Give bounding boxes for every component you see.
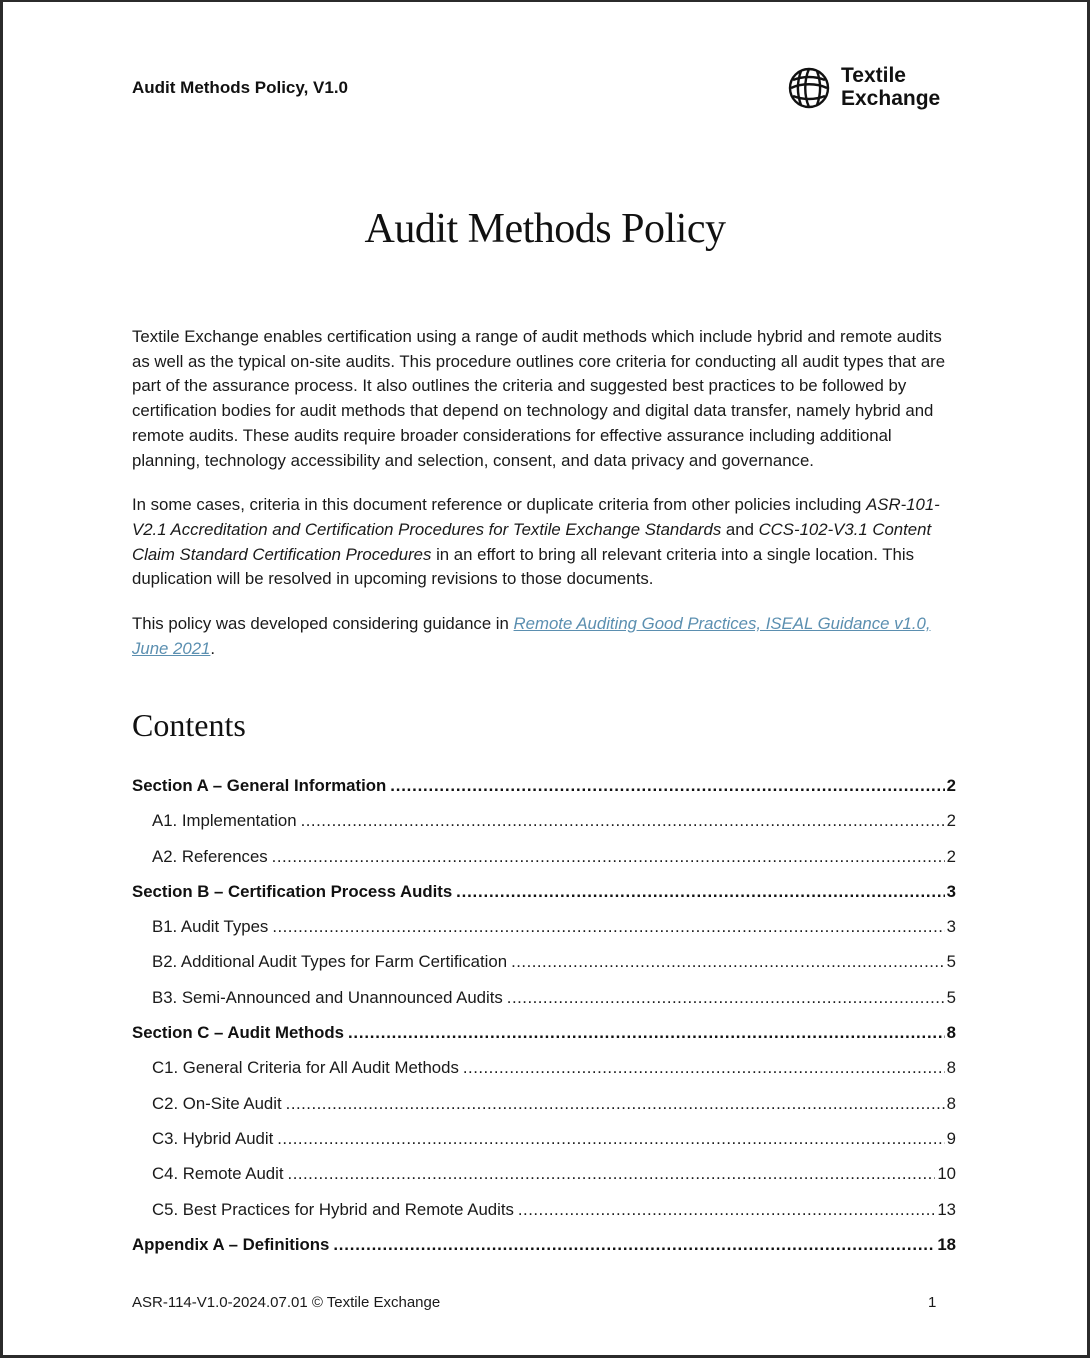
toc-leader-dots	[456, 882, 944, 902]
toc-entry-label: C5. Best Practices for Hybrid and Remote Audits	[152, 1199, 514, 1219]
toc-entry-label: C3. Hybrid Audit	[152, 1128, 274, 1148]
toc-entry-page: 5	[946, 952, 956, 972]
toc-entry-section-b[interactable]	[132, 882, 956, 917]
toc-entry-c3[interactable]	[132, 1129, 956, 1164]
toc-leader-dots	[288, 1164, 936, 1184]
intro-text	[132, 325, 958, 681]
p2-text-b: and	[721, 519, 759, 539]
iseal-guidance-link[interactable]: Remote Auditing Good Practices, ISEAL Guidance v1.0, June 2021	[132, 614, 931, 658]
toc-entry-label: Section C – Audit Methods	[132, 1023, 344, 1043]
logo-wordmark	[841, 64, 940, 110]
toc-entry-page: 9	[946, 1128, 956, 1148]
toc-entry-section-a[interactable]	[132, 776, 956, 811]
toc-leader-dots	[277, 1129, 944, 1149]
toc-entry-page: 3	[946, 881, 956, 901]
toc-entry-label: A1. Implementation	[152, 811, 297, 831]
toc-leader-dots	[272, 917, 944, 937]
p2-text-c: in an effort to bring all relevant criteria into a single location. This duplication will be resolved in upcoming revisions to those documents.	[132, 544, 914, 589]
toc-entry-label: C4. Remote Audit	[152, 1164, 284, 1184]
toc-leader-dots	[286, 1094, 945, 1114]
toc-entry-c4[interactable]	[132, 1164, 956, 1199]
toc-entry-a1[interactable]	[132, 811, 956, 846]
toc-entry-label: B2. Additional Audit Types for Farm Certification	[152, 952, 508, 972]
toc-leader-dots	[507, 988, 945, 1008]
toc-leader-dots	[301, 811, 945, 831]
toc-entry-page: 3	[946, 917, 956, 937]
toc-entry-b2[interactable]	[132, 952, 956, 987]
toc-leader-dots	[272, 847, 945, 867]
toc-entry-c2[interactable]	[132, 1094, 956, 1129]
logo-line-1: Textile	[841, 64, 906, 87]
toc-entry-label: C2. On-Site Audit	[152, 1093, 282, 1113]
toc-entry-label: Section B – Certification Process Audits	[132, 881, 453, 901]
toc-entry-b3[interactable]	[132, 988, 956, 1023]
toc-entry-label: B3. Semi-Announced and Unannounced Audits	[152, 987, 503, 1007]
toc-entry-page: 8	[946, 1023, 956, 1043]
toc-leader-dots	[511, 952, 945, 972]
toc-leader-dots	[390, 776, 944, 796]
logo-line-2: Exchange	[841, 87, 941, 110]
toc-entry-page: 2	[946, 776, 956, 795]
intro-paragraph-2	[132, 493, 958, 592]
toc-leader-dots	[463, 1058, 945, 1078]
intro-paragraph-3	[132, 612, 958, 661]
toc-entry-b1[interactable]	[132, 917, 956, 952]
textile-exchange-logo-icon	[787, 66, 831, 110]
toc-entry-page: 18	[937, 1234, 956, 1254]
p2-text-a: In some cases, criteria in this document reference or duplicate criteria from other policies including	[132, 495, 867, 515]
toc-entry-a2[interactable]	[132, 847, 956, 882]
textile-exchange-logo	[787, 64, 957, 114]
p3-text-a: This policy was developed considering guidance in	[132, 614, 514, 634]
toc-entry-label: Appendix A – Definitions	[132, 1234, 330, 1254]
toc-entry-section-c[interactable]	[132, 1023, 956, 1058]
toc-entry-page: 8	[946, 1058, 956, 1078]
toc-entry-page: 13	[937, 1199, 956, 1219]
toc-entry-page: 8	[946, 1093, 956, 1113]
footer-document-reference: ASR-114-V1.0-2024.07.01 © Textile Exchange	[132, 1294, 441, 1311]
header-doc-label: Audit Methods Policy, V1.0	[132, 78, 348, 97]
toc-entry-c1[interactable]	[132, 1058, 956, 1093]
reference-ccs-102: CCS-102-V3.1 Content Claim Standard Certification Procedures	[132, 519, 932, 564]
toc-entry-appendix-a[interactable]	[132, 1235, 956, 1270]
toc-leader-dots	[348, 1023, 945, 1043]
toc-leader-dots	[333, 1235, 935, 1255]
toc-entry-page: 2	[946, 811, 956, 831]
toc-entry-label: Section A – General Information	[132, 776, 387, 795]
intro-paragraph-1: Textile Exchange enables certification using a range of audit methods which include hybrid and remote audits as well as the typical on-site audits. This procedure outlines core criteria for conducting all audit types that are part of the assurance process. It also outlines the criteria and suggested best practices to be followed by certification bodies for audit methods that depend on technology and digital data transfer, namely hybrid and remote audits. These audits require broader considerations for effective assurance including additional planning, technology accessibility and selection, consent, and data privacy and governance.	[132, 327, 946, 470]
reference-asr-101: ASR-101-V2.1 Accreditation and Certification Procedures for Textile Exchange Standards	[132, 495, 940, 539]
toc-entry-label: A2. References	[152, 846, 268, 866]
footer-page-number: 1	[928, 1294, 937, 1311]
table-of-contents	[132, 776, 956, 1270]
toc-entry-label: C1. General Criteria for All Audit Methods	[152, 1058, 459, 1078]
contents-heading: Contents	[132, 707, 246, 743]
toc-entry-page: 2	[946, 846, 956, 866]
toc-entry-page: 5	[946, 987, 956, 1007]
toc-entry-page: 10	[937, 1164, 956, 1184]
toc-leader-dots	[518, 1200, 935, 1220]
toc-entry-c5[interactable]	[132, 1200, 956, 1235]
p3-text-b: .	[210, 638, 216, 658]
toc-entry-label: B1. Audit Types	[152, 917, 269, 937]
page-title: Audit Methods Policy	[364, 206, 726, 252]
